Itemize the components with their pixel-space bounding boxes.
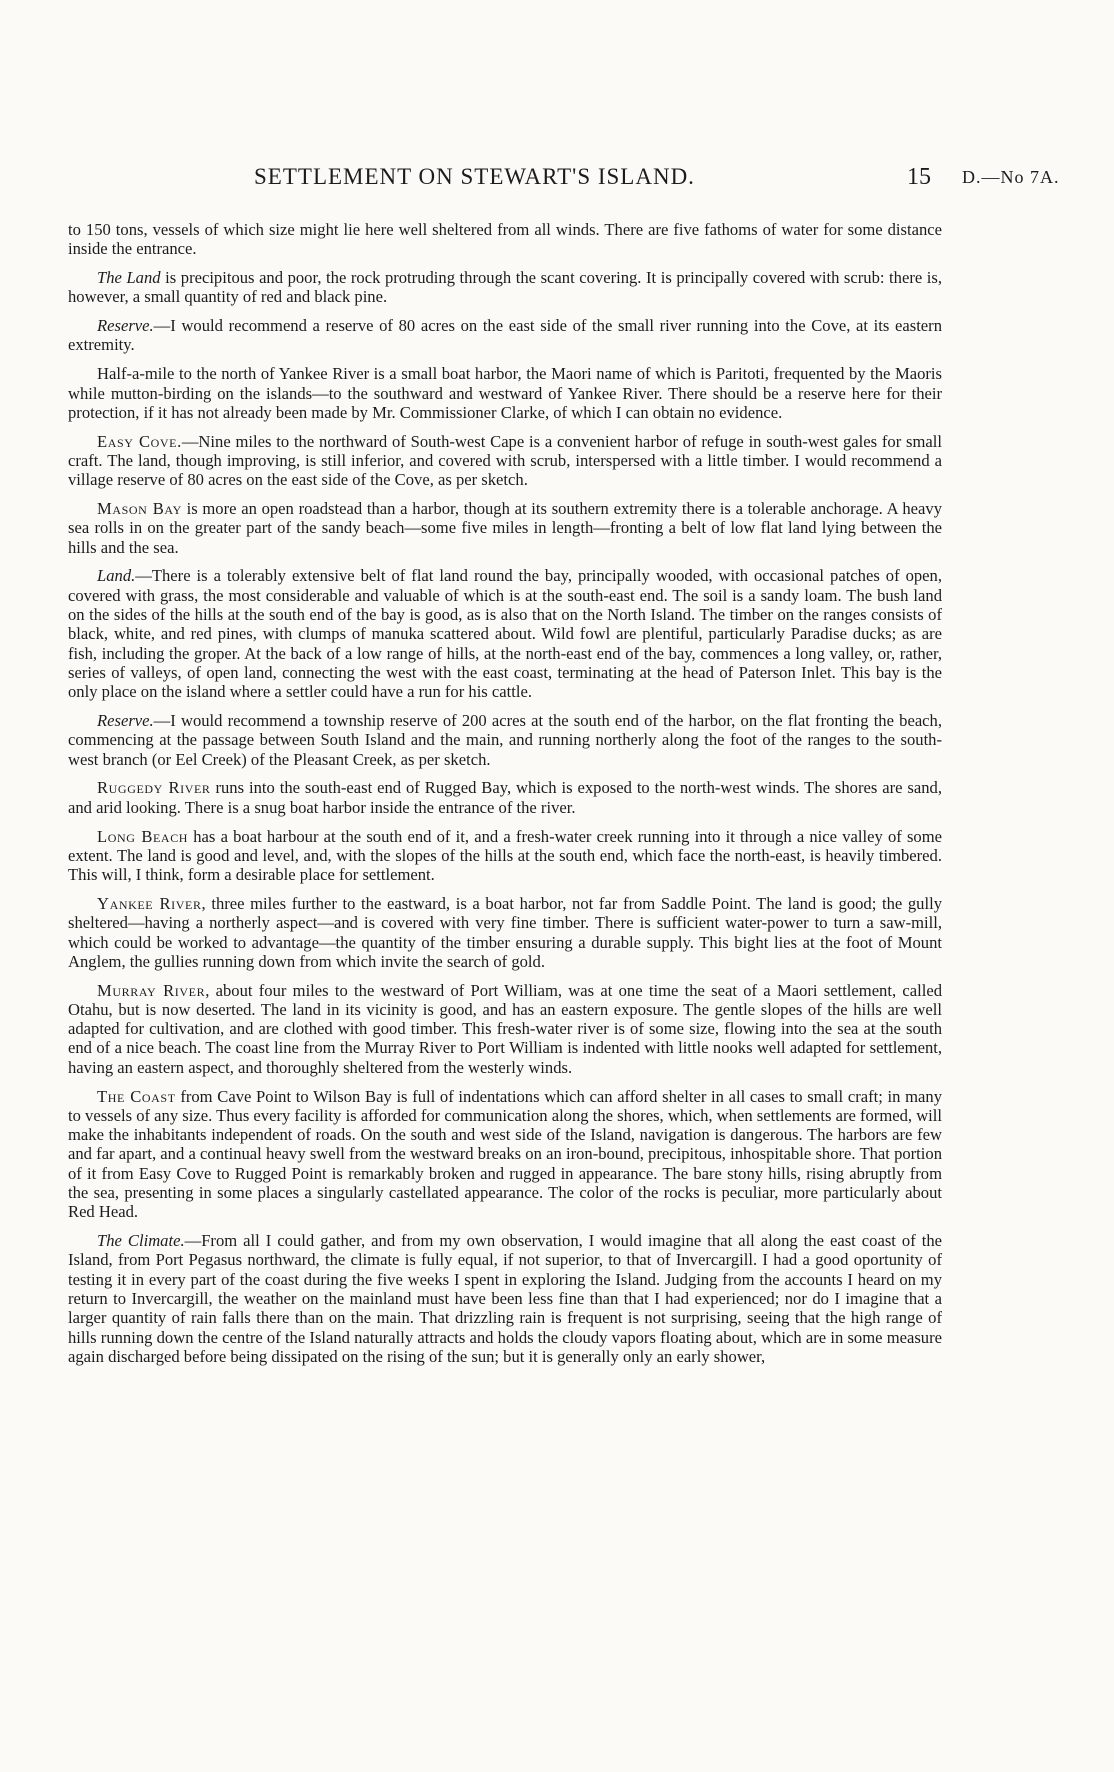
paragraph-text: to 150 tons, vessels of which size might lie here well sheltered from all winds. There are five fathoms of water for some distance inside the entrance. bbox=[68, 220, 942, 259]
paragraph bbox=[68, 778, 942, 817]
paragraph-lead: The Land bbox=[97, 268, 161, 288]
paragraph bbox=[68, 566, 942, 701]
paragraph-lead: Reserve. bbox=[97, 711, 154, 731]
running-title: SETTLEMENT ON STEWART'S ISLAND. bbox=[254, 164, 695, 189]
paragraph bbox=[68, 1087, 942, 1222]
paragraph bbox=[68, 981, 942, 1077]
paragraph-text: is precipitous and poor, the rock protruding through the scant covering. It is principally covered with scrub: there is, however, a small quantity of red and black pine. bbox=[68, 268, 942, 307]
document-page bbox=[68, 164, 1060, 1376]
paragraph-lead: Long Beach bbox=[97, 826, 189, 846]
paragraph-lead: Ruggedy River bbox=[97, 778, 211, 798]
paragraph-lead: Land. bbox=[97, 566, 136, 586]
page-header bbox=[68, 164, 1060, 198]
paragraph-text: , about four miles to the westward of Port William, was at one time the seat of a Maori settlement, called Otahu, but is now deserted. The land in its vicinity is good, and has an eastern exposure. The gentle slopes of the hills are well adapted for cultivation, and are clothed with good timber. This fresh-water river is of some size, flowing into the sea at the south end of a nice beach. The coast line from the Murray River to Port William is indented with little nooks well adapted for settlement, having an eastern aspect, and thoroughly sheltered from the westerly winds. bbox=[68, 980, 942, 1077]
page-number: 15 bbox=[907, 164, 931, 190]
paragraph-text: —There is a tolerably extensive belt of flat land round the bay, principally wooded, with occasional patches of open, covered with grass, the most considerable and valuable of which is at the south-east end. The soil is a sandy loam. The bush land on the sides of the hills at the south end of the bay is good, as is also that on the North Island. The timber on the ranges consists of black, white, and red pines, with clumps of manuka scattered about. Wild fowl are plentiful, particularly Paradise ducks; as are fish, including the groper. At the back of a low range of hills, at the north-east end of the bay, commences a long valley, or, rather, series of valleys, of open land, connecting the west with the east coast, terminating at the head of Paterson Inlet. This bay is the only place on the island where a settler could have a run for his cattle. bbox=[68, 566, 942, 702]
paragraph-text: runs into the south-east end of Rugged Bay, which is exposed to the north-west winds. The shores are sand, and arid looking. There is a snug boat harbor inside the entrance of the river. bbox=[68, 778, 942, 817]
paragraph-text: —Nine miles to the northward of South-west Cape is a convenient harbor of refuge in south-west gales for small craft. The land, though improving, is still inferior, and covered with scrub, interspersed with a little timber. I would recommend a village reserve of 80 acres on the east side of the Cove, as per sketch. bbox=[68, 431, 942, 490]
paragraph-text: , three miles further to the eastward, is a boat harbor, not far from Saddle Point. The land is good; the gully sheltered—having a northerly aspect—and is covered with very fine timber. There is sufficient water-power to turn a saw-mill, which could be worked to advantage—the quantity of the timber ensuring a durable supply. This bight lies at the foot of Mount Anglem, the gullies running down from which invite the search of gold. bbox=[68, 893, 942, 971]
document-reference: D.—No 7A. bbox=[962, 167, 1060, 187]
paragraph-lead: The Coast bbox=[97, 1086, 176, 1106]
paragraph bbox=[68, 364, 942, 422]
paragraph bbox=[68, 432, 942, 490]
paragraph-text: is more an open roadstead than a harbor, though at its southern extremity there is a tolerable anchorage. A heavy sea rolls in on the greater part of the sandy beach—some five miles in length—fronting a belt of low flat land lying between the hills and the sea. bbox=[68, 499, 942, 557]
paragraph-lead: Easy Cove. bbox=[97, 431, 182, 451]
body-text bbox=[68, 220, 942, 1366]
paragraph-lead: Yankee River bbox=[97, 893, 202, 913]
paragraph-text: has a boat harbour at the south end of it, and a fresh-water creek running into it through a nice valley of some extent. The land is good and level, and, with the slopes of the hills at the south end, which face the north-east, is heavily timbered. This will, I think, form a desirable place for settlement. bbox=[68, 826, 942, 885]
paragraph-text: Half-a-mile to the north of Yankee River is a small boat harbor, the Maori name of which is Paritoti, frequented by the Maoris while mutton-birding on the islands—to the southward and westward of Yankee River. There should be a reserve here for their protection, if it has not already been made by Mr. Commissioner Clarke, of which I can obtain no evidence. bbox=[68, 364, 942, 422]
paragraph-text: —From all I could gather, and from my own observation, I would imagine that all along the east coast of the Island, from Port Pegasus northward, the climate is fully equal, if not superior, to that of Invercargill. I had a good oportunity of testing it in every part of the coast during the five weeks I spent in exploring the Island. Judging from the accounts I heard on my return to Invercargill, the weather on the mainland must have been less fine than that I had experienced; nor do I imagine that a larger quantity of rain falls there than on the main. That drizzling rain is frequent is not surprising, seeing that the high range of hills running down the centre of the Island naturally attracts and holds the cloudy vapors floating about, which are in some measure again discharged before being dissipated on the rising of the sun; but it is generally only an early shower, bbox=[68, 1231, 943, 1366]
paragraph-lead: The Climate. bbox=[97, 1231, 185, 1251]
paragraph-text: from Cave Point to Wilson Bay is full of indentations which can afford shelter in all cases to small craft; in many to vessels of any size. Thus every facility is afforded for communication along the shores, which, when settlements are formed, will make the inhabitants independent of roads. On the south and west side of the Island, navigation is dangerous. The harbors are few and far apart, and a continual heavy swell from the westward breaks on an iron-bound, precipitous, inhospitable shore. That portion of it from Easy Cove to Rugged Point is remarkably broken and rugged in appearance. The bare stony hills, rising abruptly from the sea, presenting in some places a singularly castellated appearance. The color of the rocks is peculiar, more particularly about Red Head. bbox=[68, 1086, 943, 1222]
paragraph bbox=[68, 711, 942, 769]
paragraph-lead: Reserve. bbox=[97, 316, 154, 336]
paragraph bbox=[68, 220, 942, 259]
paragraph bbox=[68, 827, 942, 885]
paragraph-text: —I would recommend a reserve of 80 acres on the east side of the small river running into the Cove, at its eastern extremity. bbox=[68, 316, 942, 355]
paragraph bbox=[68, 1231, 942, 1366]
paragraph-text: —I would recommend a township reserve of 200 acres at the south end of the harbor, on the flat fronting the beach, commencing at the passage between South Island and the main, and running northerly along the foot of the ranges to the south-west branch (or Eel Creek) of the Pleasant Creek, as per sketch. bbox=[68, 711, 942, 769]
paragraph-lead: Mason Bay bbox=[97, 499, 182, 519]
paragraph bbox=[68, 316, 942, 355]
paragraph bbox=[68, 268, 942, 307]
paragraph bbox=[68, 894, 942, 971]
paragraph-lead: Murray River bbox=[97, 980, 206, 1000]
paragraph bbox=[68, 499, 942, 557]
